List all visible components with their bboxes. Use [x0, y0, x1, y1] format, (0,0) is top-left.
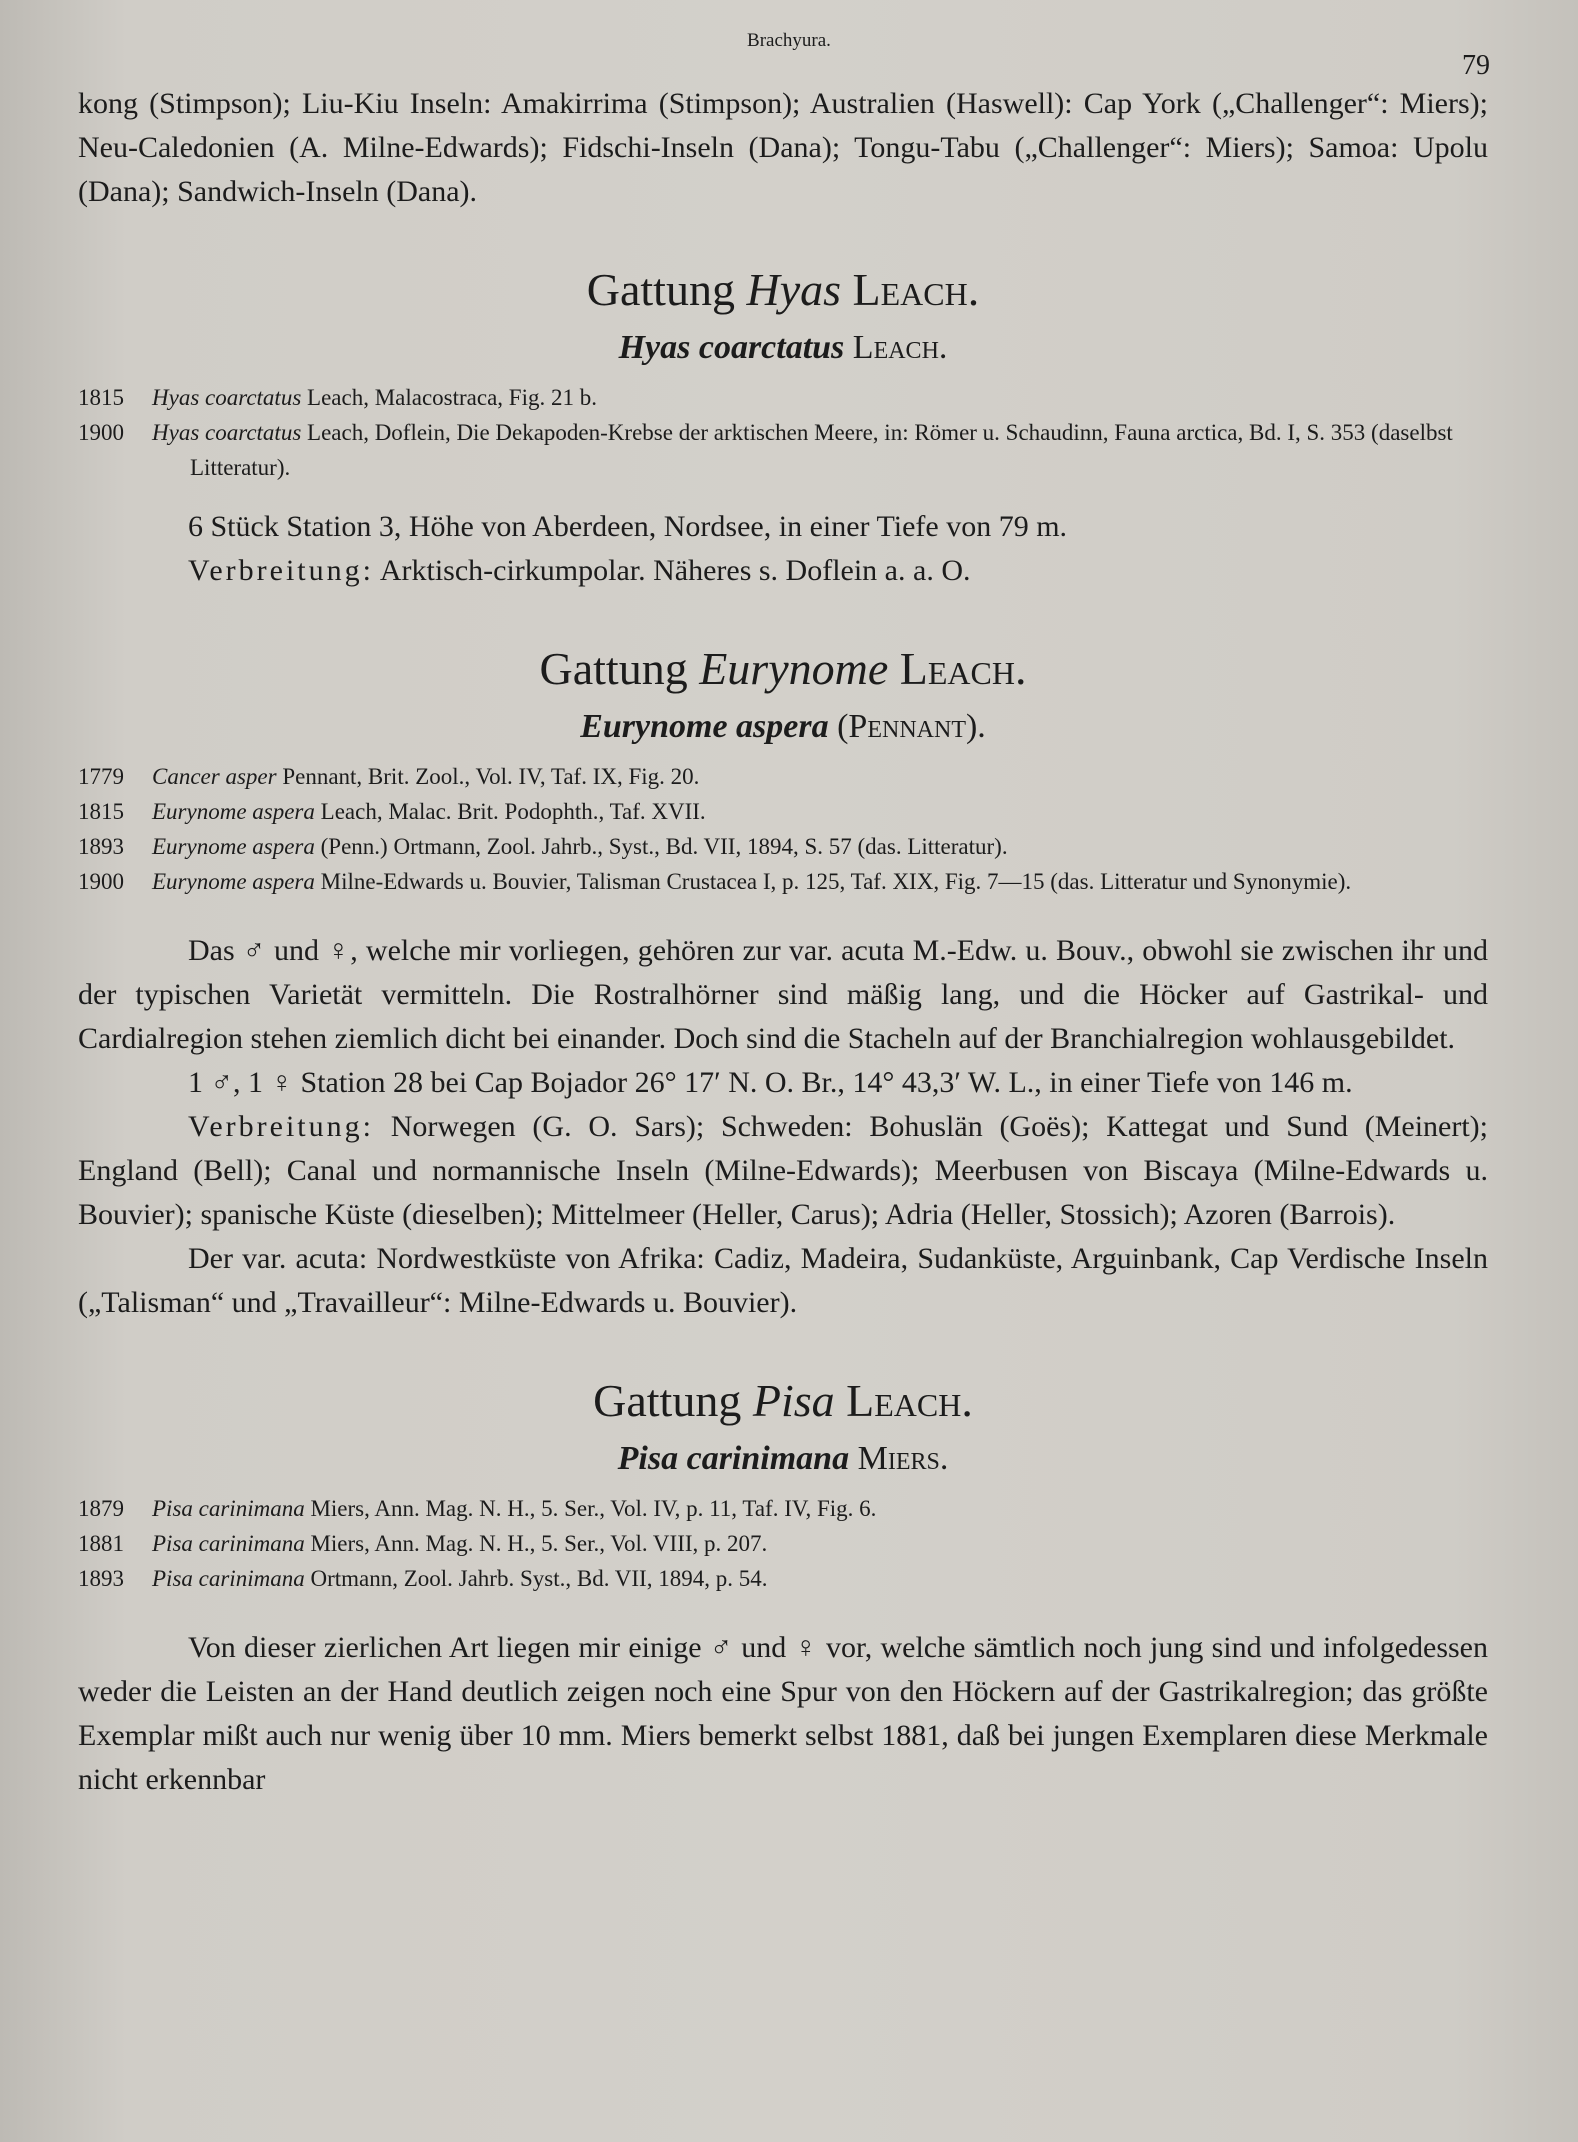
genus-heading-eurynome: Gattung Eurynome Leach.: [539, 643, 1027, 694]
genus-name: Hyas: [746, 264, 842, 315]
reference-entry: 1893 Eurynome aspera (Penn.) Ortmann, Zool. Jahrb., Syst., Bd. VII, 1894, S. 57 (das. Litteratur).: [78, 834, 1008, 859]
species-heading-hyas: Hyas coarctatus Leach.: [618, 329, 948, 366]
eurynome-notes: [78, 929, 1488, 1325]
genus-author: Leach.: [846, 1375, 973, 1426]
var-distribution-text: Der var. acuta: Nordwestküste von Afrika: Cadiz, Madeira, Sudanküste, Arguinbank, Cap Verdische Inseln („Talisman“ und „Travailleur“: Milne-Edwards u. Bouvier).: [78, 1242, 1488, 1319]
page-content: [78, 82, 1488, 1802]
reference-entry: 1900 Eurynome aspera Milne-Edwards u. Bouvier, Talisman Crustacea I, p. 125, Taf. XIX, Fig. 7—15 (das. Litteratur und Synonymie).: [78, 869, 1352, 894]
intro-paragraph: kong (Stimpson); Liu-Kiu Inseln: Amakirrima (Stimpson); Australien (Haswell): Cap York („Challenger“: Miers); Neu-Caledonien (A. Milne-Edwards); Fidschi-Inseln (Dana); Tongu-Tabu („Challenger“: Miers); Samoa: Upolu (Dana); Sandwich-Inseln (Dana).: [78, 87, 1488, 208]
reference-entry: 1815 Hyas coarctatus Leach, Malacostraca, Fig. 21 b.: [78, 385, 597, 410]
running-head: Brachyura.: [747, 30, 831, 51]
distribution-text: Verbreitung: Norwegen (G. O. Sars); Schweden: Bohuslän (Goës); Kattegat und Sund (Meinert); England (Bell); Canal und normannische Inseln (Milne-Edwards); Meerbusen von Biscaya (Milne-Edwards u. Bouvier); spanische Küste (dieselben); Mittelmeer (Heller, Carus); Adria (Heller, Stossich); Azoren (Barrois).: [78, 1110, 1488, 1231]
hyas-notes: [78, 505, 1488, 593]
reference-entry: 1900 Hyas coarctatus Leach, Doflein, Die Dekapoden-Krebse der arktischen Meere, in: Römer u. Schaudinn, Fauna arctica, Bd. I, S. 353 (daselbst Litteratur).: [78, 420, 1453, 480]
reference-list-hyas: [78, 380, 1488, 485]
material-text: 6 Stück Station 3, Höhe von Aberdeen, Nordsee, in einer Tiefe von 79 m.: [188, 510, 1068, 543]
species-heading-eurynome: Eurynome aspera (Pennant).: [580, 708, 986, 745]
reference-entry: 1815 Eurynome aspera Leach, Malac. Brit. Podophth., Taf. XVII.: [78, 799, 706, 824]
reference-entry: 1881 Pisa carinimana Miers, Ann. Mag. N. H., 5. Ser., Vol. VIII, p. 207.: [78, 1531, 768, 1556]
material-text: 1 ♂, 1 ♀ Station 28 bei Cap Bojador 26° 17′ N. O. Br., 14° 43,3′ W. L., in einer Tiefe von 146 m.: [188, 1066, 1353, 1099]
reference-entry: 1779 Cancer asper Pennant, Brit. Zool., Vol. IV, Taf. IX, Fig. 20.: [78, 764, 700, 789]
genus-author: Leach.: [852, 264, 980, 315]
genus-heading-hyas: Gattung Hyas Leach.: [586, 264, 980, 315]
reference-list-eurynome: [78, 759, 1488, 899]
genus-author: Leach.: [899, 643, 1027, 694]
description-paragraph: Von dieser zierlichen Art liegen mir einige ♂ und ♀ vor, welche sämtlich noch jung sind und infolgedessen weder die Leisten an der Hand deutlich zeigen noch eine Spur von den Höckern auf der Gastrikalregion; das größte Exemplar mißt auch nur wenig über 10 mm. Miers bemerkt selbst 1881, daß bei jungen Exemplaren diese Merkmale nicht erkennbar: [78, 1631, 1488, 1796]
description-paragraph: Das ♂ und ♀, welche mir vorliegen, gehören zur var. acuta M.-Edw. u. Bouv., obwohl sie zwischen ihr und der typischen Varietät vermitteln. Die Rostralhörner sind mäßig lang, und die Höcker auf Gastrikal- und Cardialregion stehen ziemlich dicht bei einander. Doch sind die Stacheln auf der Branchialregion wohlausgebildet.: [78, 934, 1488, 1055]
page-number: 79: [1462, 50, 1490, 81]
reference-entry: 1879 Pisa carinimana Miers, Ann. Mag. N. H., 5. Ser., Vol. IV, p. 11, Taf. IV, Fig. 6.: [78, 1496, 877, 1521]
reference-list-pisa: [78, 1491, 1488, 1596]
genus-heading-pisa: Gattung Pisa Leach.: [593, 1375, 973, 1426]
distribution-text: Verbreitung: Arktisch-cirkumpolar. Näheres s. Doflein a. a. O.: [188, 554, 971, 587]
pisa-notes: [78, 1626, 1488, 1802]
genus-name: Pisa: [752, 1375, 835, 1426]
genus-name: Eurynome: [699, 643, 889, 694]
species-heading-pisa: Pisa carinimana Miers.: [617, 1440, 949, 1477]
reference-entry: 1893 Pisa carinimana Ortmann, Zool. Jahrb. Syst., Bd. VII, 1894, p. 54.: [78, 1566, 768, 1591]
